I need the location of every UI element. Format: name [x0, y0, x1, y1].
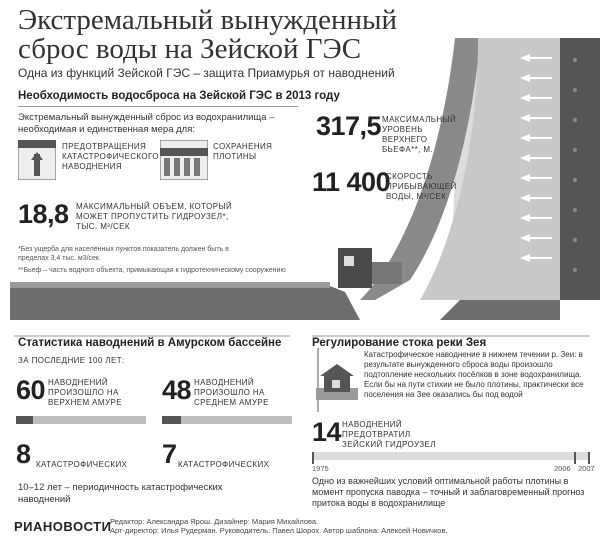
ria-logo: РИАНОВОСТИ: [14, 519, 112, 534]
inflow-label: СКОРОСТЬ ПРИБЫВАЮЩЕЙ ВОДЫ, М³/СЕК: [386, 172, 457, 201]
middle-amur-label: НАВОДНЕНИЙ ПРОИЗОШЛО НА СРЕДНЕМ АМУРЕ: [194, 378, 269, 407]
upper-amur-bar: [16, 416, 146, 424]
upper-amur-total: 60: [16, 375, 46, 405]
timeline-tick-mid: [574, 452, 576, 464]
upper-level-label: МАКСИМАЛЬНЫЙ УРОВЕНЬ ВЕРХНЕГО БЬЕФА**, М.: [382, 115, 457, 154]
reservoir-wall: [560, 38, 600, 300]
middle-amur-catastrophic-label: КАТАСТРОФИЧЕСКИХ: [178, 460, 270, 469]
stats-period: ЗА ПОСЛЕДНИЕ 100 ЛЕТ:: [18, 356, 125, 365]
credits-line-2: Арт-директор: Илья Рудерман. Руководитель: Павел Шорох. Автор шаблона: Алексей Новичков.: [110, 526, 448, 535]
prevented-value: 14: [312, 417, 342, 447]
middle-amur-total: 48: [162, 375, 192, 405]
timeline-bar: [312, 452, 590, 460]
powerhouse-window-icon: [344, 256, 354, 266]
necessity-heading: Необходимость водосброса на Зейской ГЭС в 2013 году: [18, 90, 340, 102]
divider: [18, 106, 298, 107]
necessity-intro: Экстремальный вынужденный сброс из водохранилища – необходимая и единственная мера для:: [18, 112, 275, 135]
dam-preservation-icon: [160, 140, 208, 180]
periodicity-text: 10–12 лет – периодичность катастрофических наводнений: [18, 482, 223, 505]
upper-level-value: 317,5: [316, 111, 382, 141]
timeline-year-start: 1975: [312, 464, 329, 473]
middle-amur-catastrophic-fill: [162, 416, 181, 424]
turbine-hall-icon: [372, 262, 402, 284]
upper-amur-catastrophic-fill: [16, 416, 33, 424]
item-flood-prevention: ПРЕДОТВРАЩЕНИЯ КАТАСТРОФИЧЕСКОГО НАВОДНЕНИЯ: [62, 142, 159, 171]
item-dam-preservation: СОХРАНЕНИЯ ПЛОТИНЫ: [213, 142, 273, 161]
flood-prevention-icon: [18, 140, 56, 180]
upper-amur-catastrophic-label: КАТАСТРОФИЧЕСКИХ: [36, 460, 128, 469]
credits-line-1: Редактор: Александра Ярош. Дизайнер: Мария Михайлова.: [110, 517, 319, 526]
middle-amur-bar: [162, 416, 292, 424]
timeline-year-mid: 2006: [554, 464, 571, 473]
footnote-2: **Бьеф – часть водного объекта, примыкающая к гидротехническому сооружению: [18, 267, 286, 274]
footnote-1: *Без ущерба для населённых пунктов показатель должен быть в пределах 3,4 тыс. м3/сек.: [18, 246, 229, 262]
timeline-tick-end: [588, 452, 590, 464]
regulation-heading: Регулирование стока реки Зея: [312, 337, 487, 349]
page-title: Экстремальный вынужденный сброс воды на Зейской ГЭС: [18, 4, 398, 65]
credits: [110, 517, 590, 535]
middle-amur-catastrophic: 7: [162, 439, 177, 469]
conclusion-text: Одно из важнейших условий оптимальной работы плотины в момент пропуска паводка – точный и заблаговременный прогноз притока воды в водохранилище: [312, 476, 585, 508]
max-volume-label: МАКСИМАЛЬНЫЙ ОБЪЕМ, КОТОРЫЙ МОЖЕТ ПРОПУСТИТЬ ГИДРОУЗЕЛ*, ТЫС. М³/СЕК: [76, 202, 233, 231]
inflow-value: 11 400: [312, 167, 391, 197]
flood-story: Катастрофическое наводнение в нижнем течении р. Зеи: в результате вынужденного сброса воды произошло подтопление нескольких посёлков в зоне водохранилища. Если бы на пути стихии не было плотины, практически все поселения на Зее оказались бы под водой: [364, 350, 584, 399]
upper-amur-catastrophic: 8: [16, 439, 31, 469]
prevented-label: НАВОДНЕНИЙ ПРЕДОТВРАТИЛ ЗЕЙСКИЙ ГИДРОУЗЕЛ: [342, 420, 436, 449]
upper-amur-label: НАВОДНЕНИЙ ПРОИЗОШЛО НА ВЕРХНЕМ АМУРЕ: [48, 378, 122, 407]
tailwater: [10, 282, 330, 288]
stats-heading: Статистика наводнений в Амурском бассейне: [18, 337, 282, 349]
powerhouse-icon: [338, 248, 372, 288]
page-subtitle: Одна из функций Зейской ГЭС – защита Приамурья от наводнений: [18, 66, 395, 80]
flooded-house-icon: [316, 362, 358, 400]
max-volume-value: 18,8: [18, 199, 69, 229]
timeline-year-end: 2007: [578, 464, 595, 473]
timeline-tick-start: [312, 452, 314, 464]
